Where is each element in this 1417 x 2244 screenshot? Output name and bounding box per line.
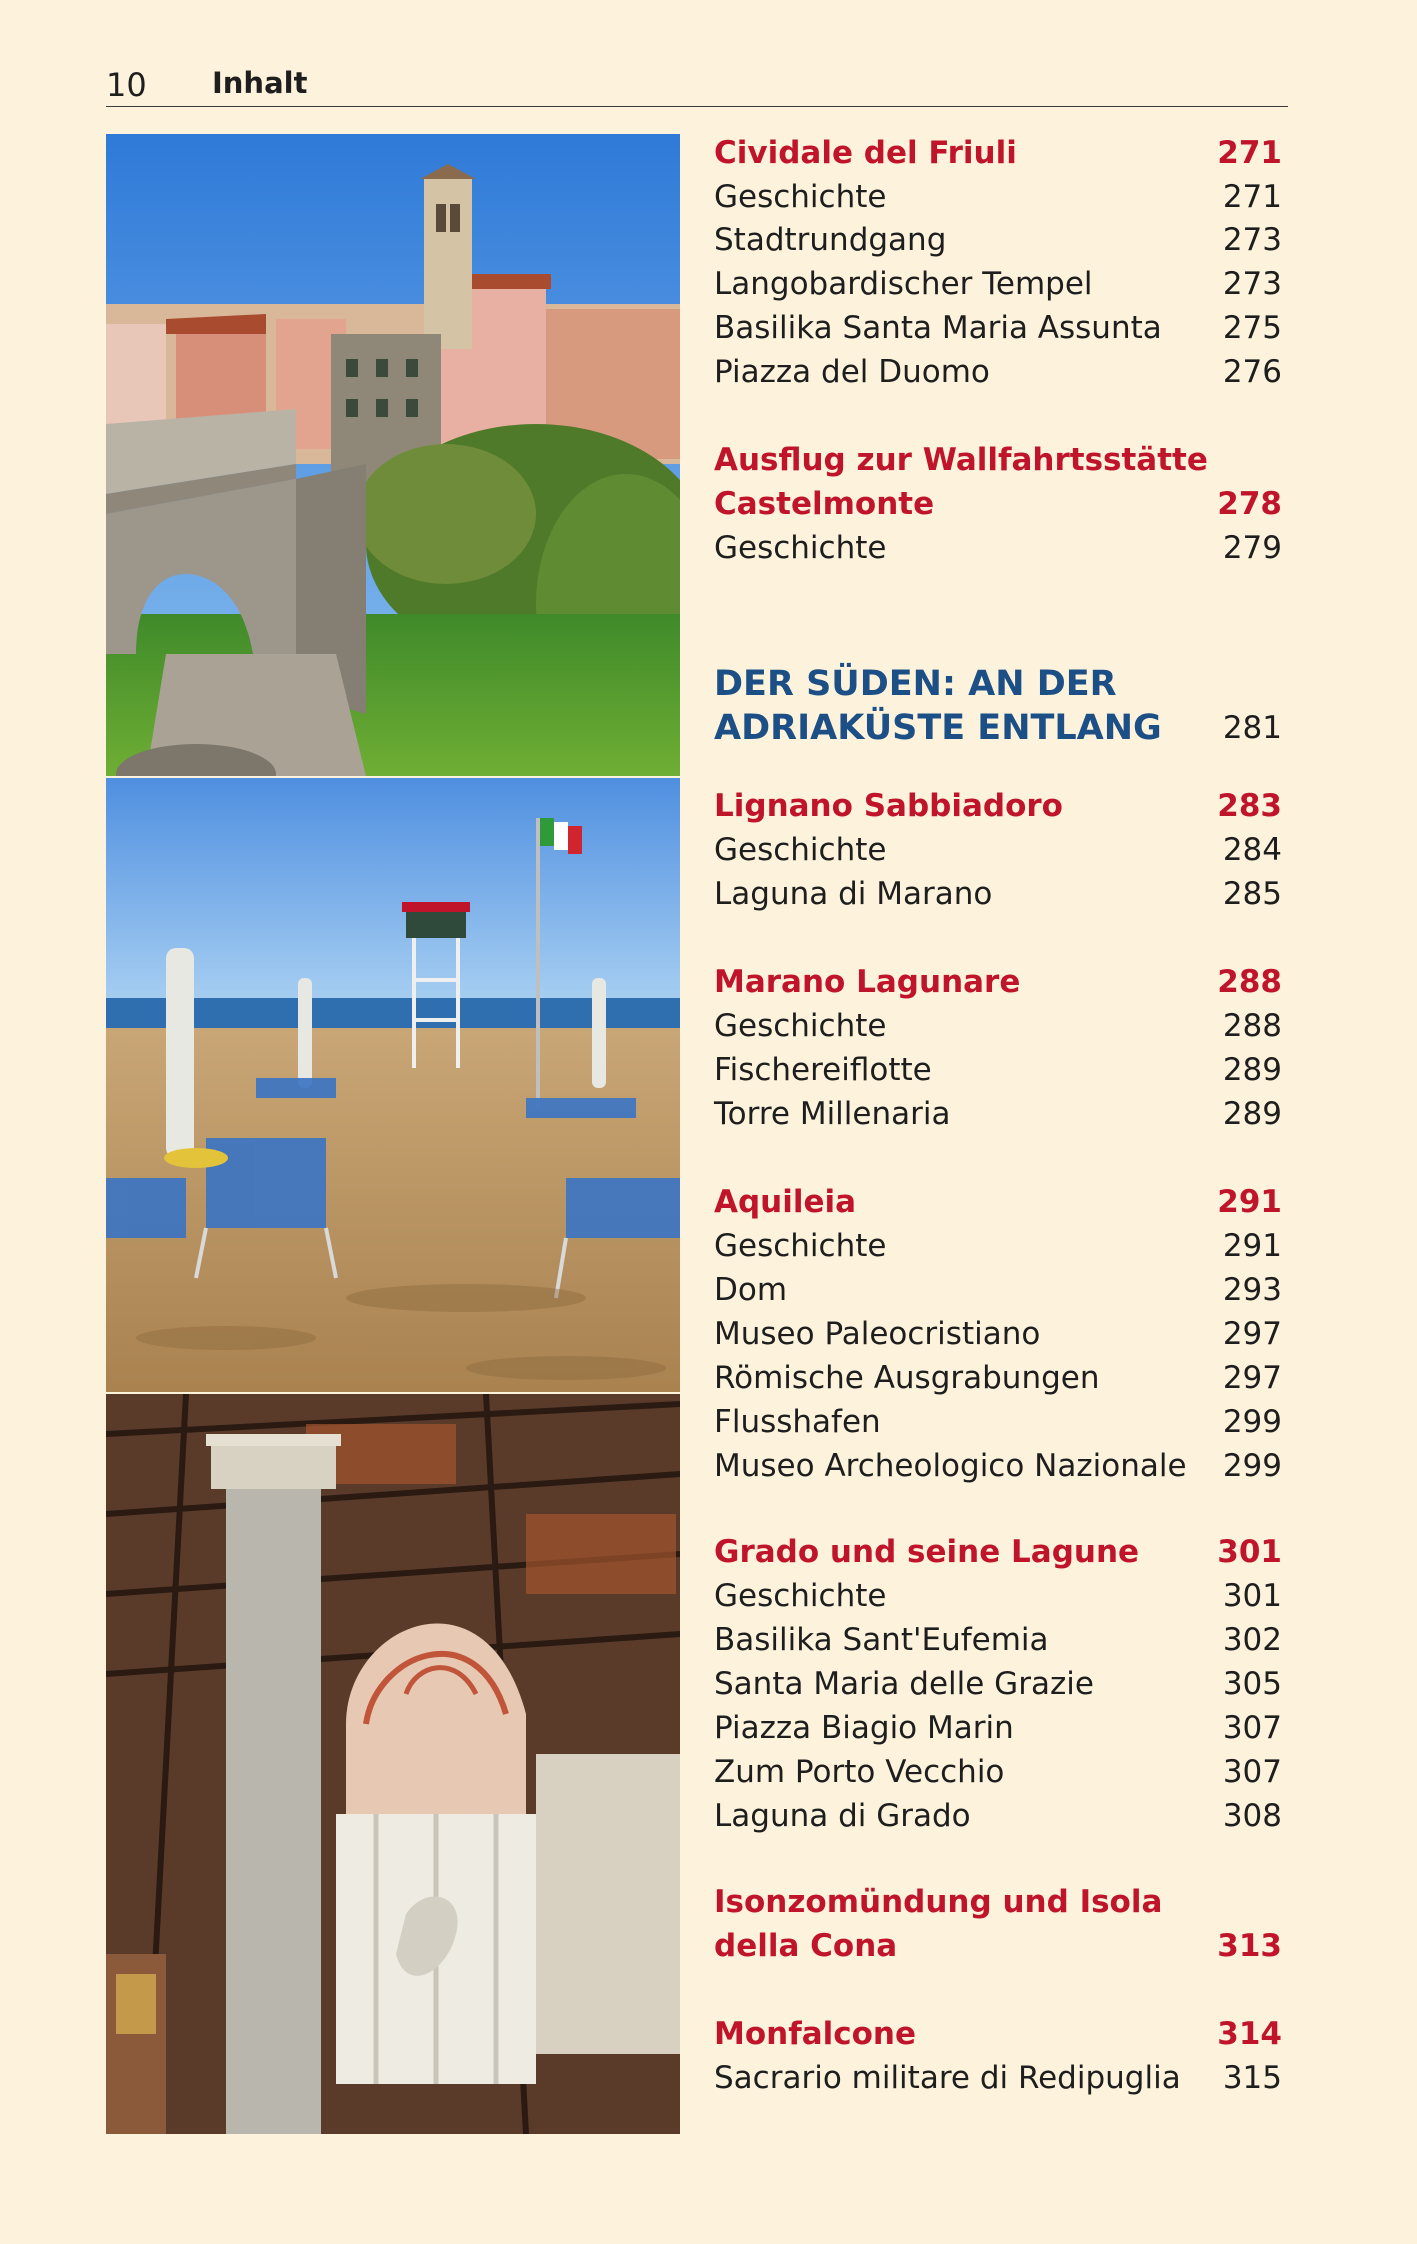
toc-entry	[714, 306, 1282, 350]
toc-page-number: 307	[1222, 1754, 1282, 1790]
toc-section-heading	[714, 438, 1282, 482]
toc-section-heading	[714, 1924, 1282, 1968]
toc-label: Santa Maria delle Grazie	[714, 1666, 1094, 1702]
toc-label: Torre Millenaria	[714, 1096, 951, 1132]
toc-entry	[714, 1618, 1282, 1662]
running-head	[106, 62, 1288, 107]
toc-entry	[714, 526, 1282, 570]
toc-label: Museo Paleocristiano	[714, 1316, 1041, 1352]
toc-label: Piazza del Duomo	[714, 354, 990, 390]
toc-entry	[714, 1662, 1282, 1706]
toc-label: Geschichte	[714, 1008, 887, 1044]
toc-page-number: 289	[1222, 1052, 1282, 1088]
toc-label: Cividale del Friuli	[714, 135, 1017, 171]
toc-page-number: 297	[1222, 1360, 1282, 1396]
toc-label: Ausflug zur Wallfahrtsstätte	[714, 442, 1208, 478]
toc-page-number: 289	[1222, 1096, 1282, 1132]
toc-page-number: 307	[1222, 1710, 1282, 1746]
toc-label: Langobardischer Tempel	[714, 266, 1093, 302]
toc-entry	[714, 1004, 1282, 1048]
toc-label: Zum Porto Vecchio	[714, 1754, 1005, 1790]
toc-chapter-heading	[714, 704, 1282, 752]
toc-section-heading	[714, 131, 1282, 175]
toc-label: Dom	[714, 1272, 788, 1308]
toc-page-number: 314	[1217, 2016, 1282, 2052]
toc-entry	[714, 1794, 1282, 1838]
toc-entry	[714, 1092, 1282, 1136]
toc-page-number: 308	[1222, 1798, 1282, 1834]
section-label: Inhalt	[212, 66, 308, 100]
toc-label: Laguna di Marano	[714, 876, 993, 912]
toc-page-number: 279	[1222, 530, 1282, 566]
toc-entry	[714, 262, 1282, 306]
toc-label: Lignano Sabbiadoro	[714, 788, 1063, 824]
toc-label: Castelmonte	[714, 486, 935, 522]
toc-label: Geschichte	[714, 1228, 887, 1264]
toc-section-heading	[714, 1530, 1282, 1574]
toc-label: Fischereiflotte	[714, 1052, 932, 1088]
toc-label: Geschichte	[714, 832, 887, 868]
toc-entry	[714, 1224, 1282, 1268]
toc-page-number: 301	[1222, 1578, 1282, 1614]
toc-page-number: 291	[1217, 1184, 1282, 1220]
toc-label: Sacrario militare di Redipuglia	[714, 2060, 1181, 2096]
toc-label: Stadtrundgang	[714, 222, 947, 258]
photo-aquileia-pulpit	[106, 1394, 680, 2134]
toc-page-number: 299	[1222, 1448, 1282, 1484]
toc-entry	[714, 1268, 1282, 1312]
toc-entry	[714, 1706, 1282, 1750]
toc-page-number: 284	[1222, 832, 1282, 868]
toc-page-number: 305	[1222, 1666, 1282, 1702]
toc-label: Grado und seine Lagune	[714, 1534, 1140, 1570]
toc-label: Geschichte	[714, 1578, 887, 1614]
toc-label: Basilika Sant'Eufemia	[714, 1622, 1049, 1658]
toc-label: ADRIAKÜSTE ENTLANG	[714, 708, 1162, 748]
toc-entry	[714, 350, 1282, 394]
toc-label: DER SÜDEN: AN DER	[714, 664, 1117, 704]
toc-page-number: 276	[1222, 354, 1282, 390]
toc-page-number: 283	[1217, 788, 1282, 824]
toc-entry	[714, 828, 1282, 872]
toc-label: Monfalcone	[714, 2016, 917, 2052]
toc-page-number: 285	[1222, 876, 1282, 912]
toc-page-number: 297	[1222, 1316, 1282, 1352]
toc-page-number: 281	[1222, 710, 1282, 746]
toc-page-number: 278	[1217, 486, 1282, 522]
toc-entry	[714, 175, 1282, 219]
toc-page-number: 273	[1222, 266, 1282, 302]
toc-entry	[714, 872, 1282, 916]
toc-page-number: 288	[1222, 1008, 1282, 1044]
toc-label: Römische Ausgrabungen	[714, 1360, 1100, 1396]
toc-page-number: 273	[1222, 222, 1282, 258]
toc-label: Piazza Biagio Marin	[714, 1710, 1014, 1746]
toc-section-heading	[714, 2012, 1282, 2056]
toc-page-number: 271	[1217, 135, 1282, 171]
toc-entry	[714, 218, 1282, 262]
toc-label: Aquileia	[714, 1184, 857, 1220]
photo-cividale-bridge	[106, 134, 680, 776]
toc-label: Geschichte	[714, 530, 887, 566]
toc-section-heading	[714, 784, 1282, 828]
toc-page-number: 299	[1222, 1404, 1282, 1440]
toc-entry	[714, 1312, 1282, 1356]
toc-page-number: 301	[1217, 1534, 1282, 1570]
toc-label: della Cona	[714, 1928, 898, 1964]
toc-chapter-heading	[714, 660, 1282, 708]
toc-label: Isonzomündung und Isola	[714, 1884, 1163, 1920]
toc-label: Geschichte	[714, 179, 887, 215]
toc-entry	[714, 1048, 1282, 1092]
toc-page-number: 293	[1222, 1272, 1282, 1308]
photo-column	[106, 134, 680, 2134]
toc-entry	[714, 1444, 1282, 1488]
toc-entry	[714, 2056, 1282, 2100]
toc-section-heading	[714, 482, 1282, 526]
toc-entry	[714, 1750, 1282, 1794]
toc-page-number: 288	[1217, 964, 1282, 1000]
toc-label: Basilika Santa Maria Assunta	[714, 310, 1162, 346]
toc-entry	[714, 1400, 1282, 1444]
toc-page-number: 291	[1222, 1228, 1282, 1264]
toc-entry	[714, 1574, 1282, 1618]
page-number: 10	[106, 66, 147, 104]
toc-label: Laguna di Grado	[714, 1798, 971, 1834]
toc-page-number: 313	[1217, 1928, 1282, 1964]
toc-section-heading	[714, 1180, 1282, 1224]
toc-label: Marano Lagunare	[714, 964, 1021, 1000]
toc-section-heading	[714, 960, 1282, 1004]
toc-page-number: 271	[1222, 179, 1282, 215]
toc-page-number: 315	[1222, 2060, 1282, 2096]
toc-label: Museo Archeologico Nazionale	[714, 1448, 1187, 1484]
toc-entry	[714, 1356, 1282, 1400]
photo-lignano-beach	[106, 778, 680, 1392]
toc-page-number: 302	[1222, 1622, 1282, 1658]
toc-label: Flusshafen	[714, 1404, 881, 1440]
toc-section-heading	[714, 1880, 1282, 1924]
toc-page-number: 275	[1222, 310, 1282, 346]
